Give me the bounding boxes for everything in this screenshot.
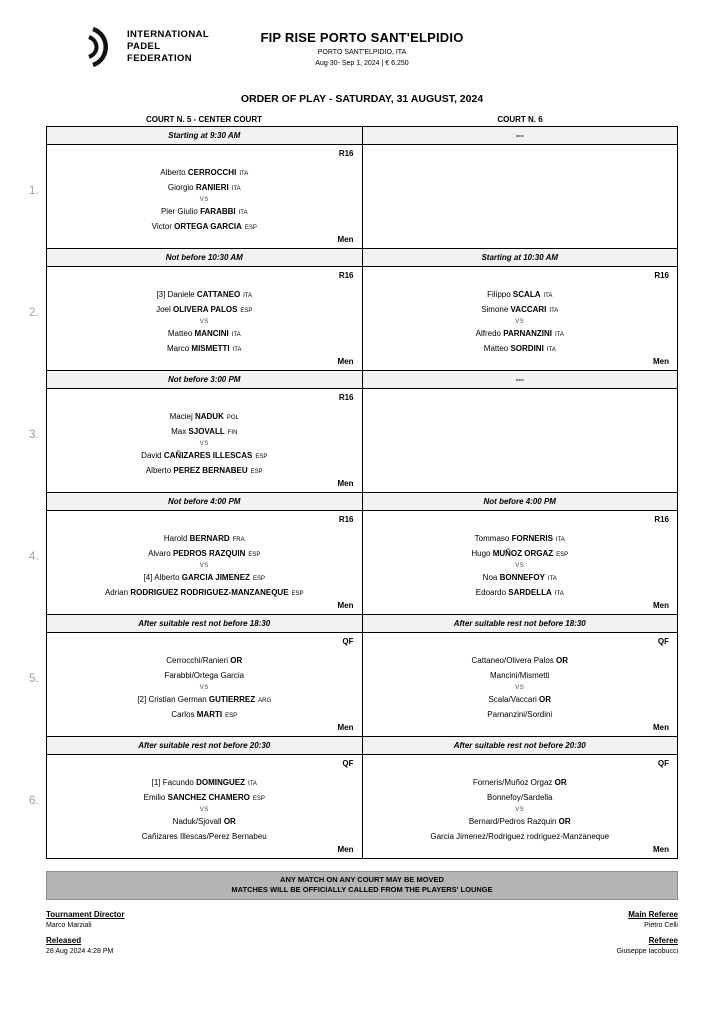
player-line [363, 693, 678, 708]
player-line [47, 464, 362, 479]
player-country: FIN [227, 430, 238, 436]
category-label: Men [337, 845, 354, 854]
player-country: ITA [554, 591, 564, 597]
time-header-court5: After suitable rest not before 20:30 [47, 737, 363, 755]
player-line [47, 166, 362, 181]
schedule-row [29, 127, 678, 249]
player-line [47, 776, 362, 791]
player-country: ESP [252, 796, 265, 802]
player-last-name: PEREZ BERNABEU [173, 466, 248, 475]
court-6-header: COURT N. 6 [497, 115, 543, 124]
player-last-name: OR [556, 656, 568, 665]
player-line [47, 220, 362, 235]
player-last-name: MARTI [196, 710, 223, 719]
player-last-name: FORNERIS [511, 534, 553, 543]
player-last-name: GUTIERREZ [208, 695, 256, 704]
ipf-logo-text [127, 29, 209, 65]
player-first-name: Garcia Jimenez/Rodriguez rodriguez-Manzaneque [430, 832, 610, 841]
player-first-name: Simone [481, 305, 511, 314]
main-referee-name: Pietro Celli [644, 922, 678, 929]
round-label: R16 [654, 515, 669, 524]
player-first-name: Mancini/Mismetti [489, 671, 550, 680]
player-last-name: PARNANZINI [503, 329, 552, 338]
schedule-row-cells [47, 127, 678, 249]
player-country: ESP [250, 469, 263, 475]
player-line [47, 327, 362, 342]
tournament-director-name: Marco Marziali [46, 922, 92, 929]
player-first-name: David [141, 451, 164, 460]
match-lines [363, 389, 678, 410]
match-lines [363, 633, 678, 723]
player-line [363, 303, 678, 318]
round-label: R16 [338, 149, 354, 158]
time-header-court6: --- [363, 371, 679, 389]
player-first-name: Filippo [487, 290, 513, 299]
category-label: Men [337, 479, 354, 488]
match-lines [47, 511, 362, 601]
player-last-name: DOMINGUEZ [196, 778, 245, 787]
time-header-court5: Not before 10:30 AM [47, 249, 363, 267]
player-first-name: Victor [151, 222, 175, 231]
player-country: ITA [243, 293, 253, 299]
player-first-name: Carlos [171, 710, 197, 719]
time-header-court6: Starting at 10:30 AM [363, 249, 679, 267]
match-cell-court6 [363, 145, 679, 249]
player-country: ITA [546, 347, 556, 353]
vs-label: VS [199, 441, 209, 447]
player-first-name: Alberto [145, 466, 174, 475]
player-last-name: VACCARI [510, 305, 547, 314]
player-country: ESP [225, 713, 238, 719]
player-line [47, 181, 362, 196]
player-last-name: MANCINI [194, 329, 229, 338]
player-first-name: Alvaro [148, 549, 173, 558]
player-country: ITA [543, 293, 553, 299]
player-first-name: Max [171, 427, 189, 436]
referee-name: Giuseppe Iacobucci [616, 948, 678, 955]
player-line [363, 547, 678, 562]
player-first-name: Parnanzini/Sordini [487, 710, 553, 719]
player-line [363, 288, 678, 303]
schedule-row-cells [47, 615, 678, 737]
player-first-name: Cattaneo/Olivera Palos [471, 656, 556, 665]
player-last-name: RODRIGUEZ RODRIGUEZ-MANZANEQUE [130, 588, 289, 597]
player-country: ITA [231, 186, 241, 192]
player-last-name: MUÑOZ ORGAZ [492, 549, 554, 558]
player-country: ITA [549, 308, 559, 314]
player-first-name: Bernard/Pedros Razquin [468, 817, 559, 826]
player-first-name: Scala/Vaccari [488, 695, 540, 704]
player-first-name: Marco [166, 344, 192, 353]
match-lines [47, 267, 362, 357]
player-first-name: [2] Cristian German [137, 695, 209, 704]
player-line [47, 288, 362, 303]
player-last-name: CERROCCHI [187, 168, 237, 177]
match-lines [363, 145, 678, 166]
player-last-name: OR [230, 656, 243, 665]
time-header-court5: Starting at 9:30 AM [47, 127, 363, 145]
player-last-name: RANIERI [195, 183, 229, 192]
vs-label: VS [515, 685, 525, 691]
player-first-name: Harold [163, 534, 190, 543]
time-header-court5: After suitable rest not before 18:30 [47, 615, 363, 633]
tournament-title: FIP RISE PORTO SANT'ELPIDIO [260, 30, 464, 45]
court-headers [46, 115, 678, 124]
player-country: POL [226, 415, 239, 421]
match-lines [47, 633, 362, 723]
player-first-name: Joel [156, 305, 173, 314]
match-lines [363, 755, 678, 845]
player-first-name: [1] Facundo [151, 778, 197, 787]
round-label: QF [342, 637, 354, 646]
player-first-name: Giorgio [167, 183, 196, 192]
player-country: ESP [240, 308, 253, 314]
player-line [47, 410, 362, 425]
player-last-name: OLIVERA PALOS [172, 305, 238, 314]
player-country: ITA [231, 332, 241, 338]
player-first-name: Alfredo [475, 329, 504, 338]
player-last-name: SORDINI [510, 344, 544, 353]
player-line [47, 425, 362, 440]
player-line [47, 205, 362, 220]
vs-label: VS [199, 563, 209, 569]
court-5-header: COURT N. 5 - CENTER COURT [146, 115, 262, 124]
player-line [47, 815, 362, 830]
player-first-name: Matteo [167, 329, 195, 338]
player-first-name: Cañizares Illescas/Perez Bernabeu [141, 832, 267, 841]
player-line [363, 669, 678, 684]
player-first-name: [4] Alberto [143, 573, 182, 582]
player-country: ITA [547, 576, 557, 582]
player-line [363, 327, 678, 342]
player-line [47, 342, 362, 357]
player-last-name: MISMETTI [191, 344, 230, 353]
player-line [47, 708, 362, 723]
player-country: FRA [232, 537, 245, 543]
player-last-name: NADUK [194, 412, 224, 421]
player-country: ITA [247, 781, 257, 787]
player-last-name: SANCHEZ CHAMERO [167, 793, 250, 802]
vs-label: VS [199, 197, 209, 203]
notice-banner [46, 871, 678, 900]
schedule-row [29, 615, 678, 737]
schedule-row [29, 493, 678, 615]
match-cell-court5 [47, 145, 363, 249]
player-line [47, 547, 362, 562]
match-cell-court5 [47, 633, 363, 737]
player-last-name: PEDROS RAZQUIN [172, 549, 246, 558]
player-line [363, 532, 678, 547]
player-country: ESP [291, 591, 304, 597]
ipf-logo-icon [84, 26, 120, 68]
document-footer [46, 910, 678, 962]
round-label: R16 [338, 515, 354, 524]
round-label: R16 [338, 393, 354, 402]
row-number: 1. [29, 185, 39, 197]
player-last-name: OR [558, 817, 571, 826]
match-cell-court5 [47, 511, 363, 615]
category-label: Men [337, 601, 354, 610]
player-line [363, 830, 678, 845]
match-lines [363, 511, 678, 601]
vs-label: VS [199, 807, 209, 813]
player-last-name: OR [223, 817, 236, 826]
player-first-name: Noa [482, 573, 500, 582]
tournament-director-label: Tournament Director [46, 910, 125, 919]
schedule-row-cells [47, 371, 678, 493]
player-line [47, 791, 362, 806]
player-country: ESP [252, 576, 265, 582]
player-country: ITA [239, 171, 249, 177]
player-last-name: FARABBI [200, 207, 236, 216]
player-country: ARG [258, 698, 272, 704]
player-line [363, 791, 678, 806]
footer-left-column [46, 910, 125, 962]
player-first-name: Hugo [471, 549, 493, 558]
match-cell-court6 [363, 633, 679, 737]
match-cell-court6 [363, 755, 679, 859]
player-first-name: Naduk/Sjovall [172, 817, 224, 826]
row-number: 2. [29, 307, 39, 319]
schedule-table [29, 126, 678, 859]
row-number: 6. [29, 795, 39, 807]
player-line [47, 586, 362, 601]
player-line [363, 654, 678, 669]
time-header-court6: After suitable rest not before 18:30 [363, 615, 679, 633]
player-line [47, 571, 362, 586]
tournament-location: PORTO SANT'ELPIDIO, ITA [317, 49, 407, 56]
player-country: ESP [255, 454, 268, 460]
round-label: QF [657, 759, 669, 768]
player-first-name: [3] Daniele [156, 290, 197, 299]
player-last-name: OR [554, 778, 567, 787]
player-first-name: Cerrocchi/Ranieri [166, 656, 231, 665]
match-lines [47, 145, 362, 235]
player-line [363, 342, 678, 357]
schedule-row [29, 371, 678, 493]
player-line [47, 532, 362, 547]
match-lines [47, 755, 362, 845]
row-number: 3. [29, 429, 39, 441]
match-cell-court6 [363, 267, 679, 371]
player-line [47, 669, 362, 684]
schedule-row-cells [47, 737, 678, 859]
category-label: Men [337, 723, 354, 732]
ipf-logo-line: FEDERATION [127, 53, 193, 64]
match-cell-court5 [47, 389, 363, 493]
player-line [47, 830, 362, 845]
time-header-court6: Not before 4:00 PM [363, 493, 679, 511]
player-last-name: ORTEGA GARCIA [174, 222, 242, 231]
schedule-row [29, 737, 678, 859]
player-country: ESP [556, 552, 569, 558]
player-last-name: SJOVALL [188, 427, 225, 436]
category-label: Men [337, 235, 354, 244]
player-last-name: BONNEFOY [499, 573, 545, 582]
player-last-name: CAÑIZARES ILLESCAS [163, 451, 253, 460]
player-last-name: BERNARD [189, 534, 230, 543]
vs-label: VS [199, 319, 209, 325]
match-lines [47, 389, 362, 479]
player-country: ITA [555, 537, 565, 543]
player-line [363, 708, 678, 723]
vs-label: VS [515, 807, 525, 813]
order-of-play-title: ORDER OF PLAY - SATURDAY, 31 AUGUST, 2024 [240, 93, 484, 105]
player-line [363, 571, 678, 586]
category-label: Men [653, 723, 669, 732]
player-last-name: OR [539, 695, 552, 704]
match-lines [363, 267, 678, 357]
category-label: Men [653, 845, 669, 854]
referee-label: Referee [648, 936, 678, 945]
match-cell-court5 [47, 267, 363, 371]
player-line [363, 776, 678, 791]
notice-line-2: MATCHES WILL BE OFFICIALLY CALLED FROM THE PLAYERS' LOUNGE [231, 885, 493, 894]
player-country: ITA [232, 347, 242, 353]
player-first-name: Edoardo [475, 588, 509, 597]
player-first-name: Alberto [160, 168, 188, 177]
category-label: Men [653, 601, 669, 610]
round-label: QF [657, 637, 669, 646]
notice-line-1: ANY MATCH ON ANY COURT MAY BE MOVED [280, 875, 444, 884]
player-country: ITA [554, 332, 564, 338]
main-referee-label: Main Referee [628, 910, 678, 919]
player-first-name: Farabbi/Ortega Garcia [164, 671, 245, 680]
player-line [363, 815, 678, 830]
row-number: 5. [29, 673, 39, 685]
released-timestamp: 28 Aug 2024 4:28 PM [46, 948, 114, 955]
ipf-logo [84, 26, 209, 68]
round-label: R16 [654, 271, 669, 280]
player-first-name: Bonnefoy/Sardella [487, 793, 553, 802]
row-number: 4. [29, 551, 39, 563]
footer-right-column [617, 910, 678, 962]
player-line [47, 449, 362, 464]
player-line [47, 693, 362, 708]
tournament-dates: Aug 30- Sep 1, 2024 | € 6,250 [315, 60, 409, 67]
time-header-court5: Not before 4:00 PM [47, 493, 363, 511]
player-last-name: CATTANEO [196, 290, 241, 299]
player-last-name: GARCIA JIMENEZ [181, 573, 250, 582]
player-last-name: SARDELLA [508, 588, 552, 597]
vs-label: VS [199, 685, 209, 691]
released-label: Released [46, 936, 82, 945]
player-country: ESP [244, 225, 257, 231]
player-first-name: Forneris/Muñoz Orgaz [472, 778, 555, 787]
time-header-court5: Not before 3:00 PM [47, 371, 363, 389]
match-cell-court6 [363, 511, 679, 615]
player-country: ITA [238, 210, 248, 216]
time-header-court6: After suitable rest not before 20:30 [363, 737, 679, 755]
player-first-name: Adrian [104, 588, 131, 597]
player-last-name: SCALA [512, 290, 541, 299]
ipf-logo-line: INTERNATIONAL [127, 29, 210, 40]
player-first-name: Matteo [483, 344, 511, 353]
ipf-logo-line: PADEL [127, 41, 161, 52]
player-first-name: Tommaso [474, 534, 512, 543]
player-first-name: Pier Giulio [160, 207, 201, 216]
vs-label: VS [515, 563, 525, 569]
player-line [47, 303, 362, 318]
schedule-row-cells [47, 249, 678, 371]
match-cell-court5 [47, 755, 363, 859]
schedule-row-cells [47, 493, 678, 615]
player-line [363, 586, 678, 601]
round-label: R16 [338, 271, 354, 280]
match-cell-court6 [363, 389, 679, 493]
vs-label: VS [515, 319, 525, 325]
round-label: QF [342, 759, 354, 768]
category-label: Men [653, 357, 669, 366]
time-header-court6: --- [363, 127, 679, 145]
player-country: ESP [248, 552, 261, 558]
category-label: Men [337, 357, 354, 366]
player-line [47, 654, 362, 669]
player-first-name: Maciej [169, 412, 195, 421]
schedule-row [29, 249, 678, 371]
player-first-name: Emilio [143, 793, 168, 802]
